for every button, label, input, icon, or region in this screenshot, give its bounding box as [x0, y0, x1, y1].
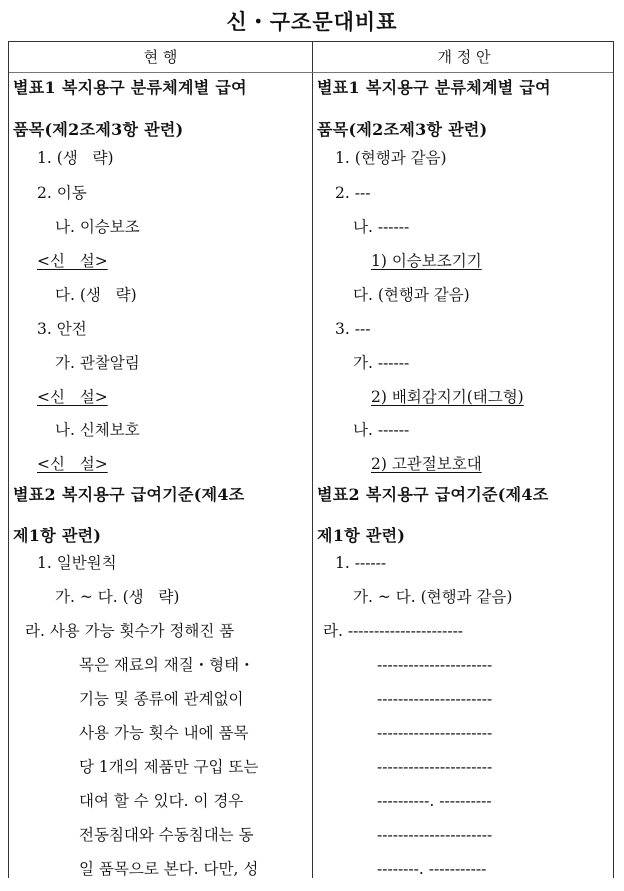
revised-text-line: 나. ------	[353, 421, 410, 439]
current-text-line: 기능 및 종류에 관계없이	[79, 690, 244, 708]
current-text-line: <신 설>	[37, 455, 108, 473]
column-divider	[312, 42, 313, 878]
revised-text-line: 다. (현행과 같음)	[353, 286, 470, 304]
current-text-line: 나. 신체보호	[55, 421, 140, 439]
current-text-line: 3. 안전	[37, 320, 87, 338]
header-revised: 개 정 안	[437, 48, 491, 66]
revised-text-line: 2) 고관절보호대	[371, 455, 482, 473]
current-text-line: 1. 일반원칙	[37, 554, 117, 572]
current-text-line: 2. 이동	[37, 184, 87, 202]
revised-text-line: ----------------------	[377, 758, 493, 776]
revised-text-line: --------. -----------	[377, 860, 487, 878]
current-text-line: <신 설>	[37, 388, 108, 406]
current-text-line: 별표2 복지용구 급여기준(제4조	[13, 485, 245, 504]
document-title: 신・구조문대비표	[226, 9, 398, 34]
current-text-line: 품목(제2조제3항 관련)	[13, 120, 184, 139]
current-text-line: 전동침대와 수동침대는 동	[79, 826, 254, 844]
revised-text-line: 별표1 복지용구 분류체계별 급여	[317, 78, 551, 97]
current-text-line: 1. (생 략)	[37, 149, 114, 167]
current-text-line: 사용 가능 횟수 내에 품목	[79, 724, 249, 742]
revised-text-line: 품목(제2조제3항 관련)	[317, 120, 488, 139]
current-text-line: 일 품목으로 본다. 다만, 성	[79, 860, 259, 878]
revised-text-line: 가. ~ 다. (현행과 같음)	[353, 588, 513, 606]
header-current: 현 행	[143, 48, 178, 66]
current-text-line: 가. 관찰알림	[55, 354, 140, 372]
revised-text-line: 2) 배회감지기(태그형)	[371, 388, 524, 406]
table-header-row	[9, 42, 613, 73]
current-text-line: 가. ~ 다. (생 략)	[55, 588, 180, 606]
current-text-line: 대여 할 수 있다. 이 경우	[79, 792, 244, 810]
revised-text-line: 제1항 관련)	[317, 526, 406, 545]
revised-text-line: ----------------------	[377, 656, 493, 674]
revised-text-line: 1. (현행과 같음)	[335, 149, 447, 167]
current-text-line: <신 설>	[37, 252, 108, 270]
revised-text-line: ----------------------	[377, 724, 493, 742]
revised-text-line: 2. ---	[335, 184, 371, 202]
revised-text-line: ----------------------	[377, 826, 493, 844]
current-text-line: 다. (생 략)	[55, 286, 137, 304]
revised-text-line: 가. ------	[353, 354, 410, 372]
revised-text-line: 1) 이승보조기기	[371, 252, 482, 270]
current-text-line: 제1항 관련)	[13, 526, 102, 545]
current-text-line: 나. 이승보조	[55, 218, 140, 236]
current-text-line: 목은 재료의 재질・형태・	[79, 656, 255, 674]
current-text-line: 당 1개의 제품만 구입 또는	[79, 758, 259, 776]
revised-text-line: 3. ---	[335, 320, 371, 338]
revised-text-line: 1. ------	[335, 554, 387, 572]
current-text-line: 별표1 복지용구 분류체계별 급여	[13, 78, 247, 97]
revised-text-line: 나. ------	[353, 218, 410, 236]
revised-text-line: ----------------------	[377, 690, 493, 708]
revised-text-line: 별표2 복지용구 급여기준(제4조	[317, 485, 549, 504]
revised-text-line: 라. ----------------------	[323, 622, 464, 640]
comparison-table	[8, 41, 614, 878]
revised-text-line: ----------. ----------	[377, 792, 492, 810]
current-text-line: 라. 사용 가능 횟수가 정해진 품	[25, 622, 235, 640]
